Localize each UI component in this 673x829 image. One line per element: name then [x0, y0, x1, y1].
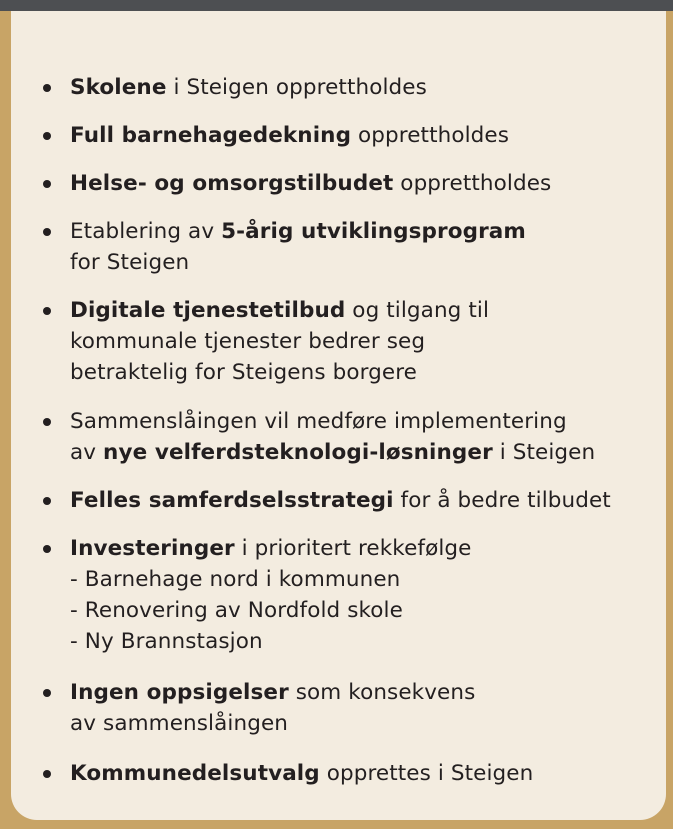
- item-line: [70, 533, 471, 564]
- item-plain: opprettes i Steigen: [319, 761, 534, 786]
- item-bold: Digitale tjenestetilbud: [70, 298, 346, 323]
- item-line: for Steigen: [70, 250, 190, 275]
- item-line: - Renovering av Nordfold skole: [70, 598, 403, 623]
- content-panel: [11, 11, 666, 820]
- item-text: [70, 406, 595, 468]
- bullet-icon: [43, 307, 51, 315]
- item-text: [70, 168, 551, 199]
- bullet-icon: [43, 84, 51, 92]
- top-bar: [0, 0, 673, 11]
- item-bold: Full barnehagedekning: [70, 123, 352, 148]
- item-text: [70, 120, 509, 151]
- item-plain: opprettholdes: [393, 171, 552, 196]
- item-line: Sammenslåingen vil medføre implementering: [70, 409, 567, 434]
- bullet-icon: [43, 545, 51, 553]
- bullet-icon: [43, 497, 51, 505]
- item-bold: Investeringer: [70, 536, 235, 561]
- bullet-icon: [43, 418, 51, 426]
- bullet-icon: [43, 770, 51, 778]
- item-plain: og tilgang til: [345, 298, 490, 323]
- item-text: [70, 216, 526, 278]
- bullet-icon: [43, 228, 51, 236]
- item-line: [70, 677, 475, 708]
- item-bold: nye velferdsteknologi-løsninger: [103, 440, 493, 465]
- item-plain: i prioritert rekkefølge: [234, 536, 472, 561]
- item-bold: 5-årig utviklingsprogram: [221, 219, 526, 244]
- item-plain: som konsekvens: [288, 680, 476, 705]
- item-bold: Kommunedelsutvalg: [70, 761, 320, 786]
- item-plain: i Steigen opprettholdes: [166, 75, 427, 100]
- item-line: av sammenslåingen: [70, 711, 289, 736]
- item-line: [70, 216, 526, 247]
- item-line: [70, 437, 595, 468]
- item-plain: i Steigen: [492, 440, 596, 465]
- item-bold: Ingen oppsigelser: [70, 680, 289, 705]
- item-plain: Etablering av: [70, 219, 222, 244]
- item-bold: Skolene: [70, 75, 167, 100]
- item-line: - Ny Brannstasjon: [70, 629, 263, 654]
- item-text: [70, 485, 611, 516]
- item-line: kommunale tjenester bedrer seg: [70, 329, 426, 354]
- item-line: [70, 295, 489, 326]
- item-plain: av: [70, 440, 104, 465]
- item-text: [70, 533, 471, 657]
- item-text: [70, 72, 427, 103]
- item-text: [70, 758, 533, 789]
- item-plain: opprettholdes: [351, 123, 510, 148]
- item-line: - Barnehage nord i kommunen: [70, 567, 401, 592]
- item-line: betraktelig for Steigens borgere: [70, 360, 418, 385]
- item-text: [70, 677, 475, 739]
- item-bold: Felles samferdselsstrategi: [70, 488, 394, 513]
- item-bold: Helse- og omsorgstilbudet: [70, 171, 394, 196]
- item-text: [70, 295, 489, 388]
- bullet-icon: [43, 132, 51, 140]
- bullet-icon: [43, 180, 51, 188]
- item-plain: for å bedre tilbudet: [393, 488, 611, 513]
- bullet-icon: [43, 689, 51, 697]
